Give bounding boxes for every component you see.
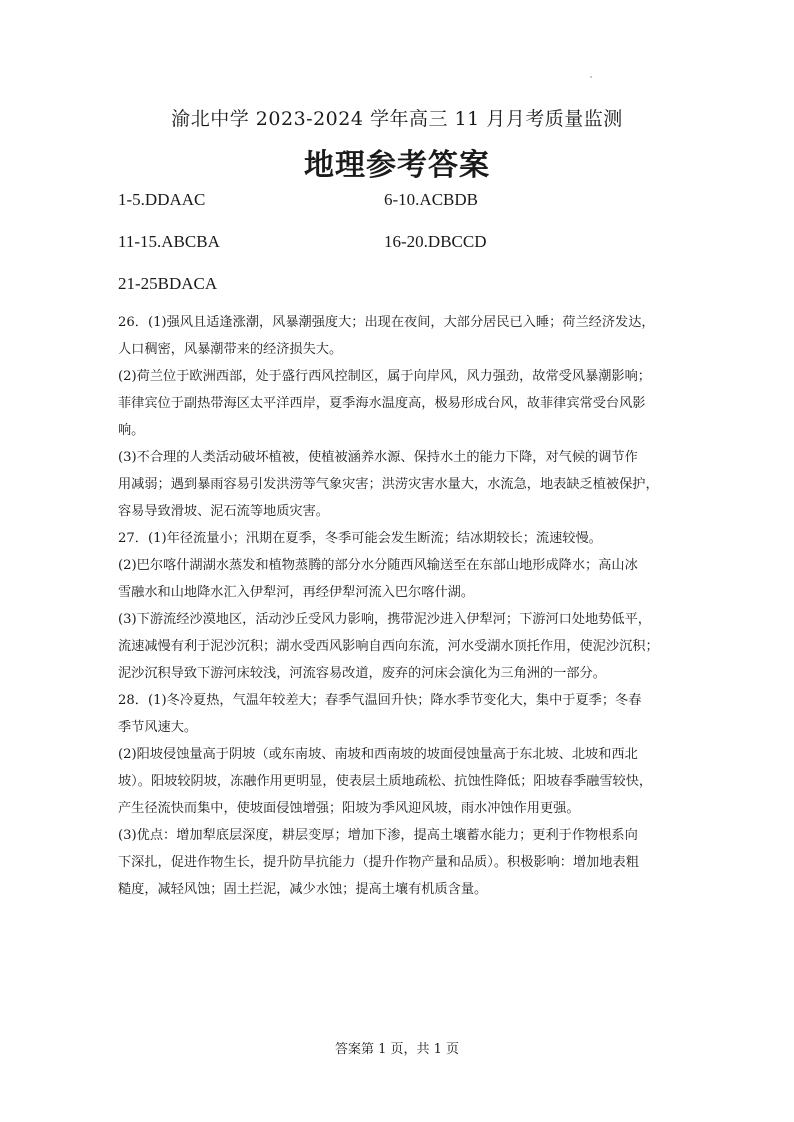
page-title: 地理参考答案 — [304, 148, 490, 183]
answer-line: 雪融水和山地降水汇入伊犁河，再经伊犁河流入巴尔喀什湖。 — [118, 585, 475, 600]
answer-line: 响。 — [118, 423, 145, 438]
answer-line: 27．(1)年径流量小；汛期在夏季，冬季可能会发生断流；结冰期较长；流速较慢。 — [118, 531, 602, 546]
answer-line: 产生径流快而集中，使坡面侵蚀增强；阳坡为季风迎风坡，雨水冲蚀作用更强。 — [118, 801, 580, 816]
mc-answer-group: 21-25BDACA — [118, 274, 218, 293]
mc-answer-row — [118, 274, 678, 296]
answer-line: (3)不合理的人类活动破坏植被，使植被涵养水源、保持水土的能力下降，对气候的调节作 — [118, 450, 638, 465]
mc-answer-group: 1-5.DDAAC — [118, 190, 206, 209]
answer-line: (2)巴尔喀什湖湖水蒸发和植物蒸腾的部分水分随西风输送至在东部山地形成降水；高山冰 — [118, 558, 638, 573]
mc-answer-group: 16-20.DBCCD — [384, 232, 487, 251]
page-footer: 答案第 1 页，共 1 页 — [334, 1042, 460, 1057]
answer-line: 糙度，减轻风蚀；固土拦泥，减少水蚀；提高土壤有机质含量。 — [118, 882, 488, 897]
scan-mark — [590, 76, 592, 78]
free-response-answers — [118, 309, 686, 903]
answer-line: (3)下游流经沙漠地区，活动沙丘受风力影响，携带泥沙进入伊犁河；下游河口处地势低平， — [118, 612, 651, 627]
answer-line: 26．(1)强风且适逢涨潮，风暴潮强度大；出现在夜间，大部分居民已入睡；荷兰经济发达， — [118, 315, 655, 330]
answer-line: 28．(1)冬冷夏热，气温年较差大；春季气温回升快；降水季节变化大，集中于夏季；冬春 — [118, 693, 642, 708]
answer-line: (3)优点：增加犁底层深度，耕层变厚；增加下渗，提高土壤蓄水能力；更利于作物根系向 — [118, 828, 638, 843]
answer-line: 泥沙沉积导致下游河床较浅，河流容易改道，废弃的河床会演化为三角洲的一部分。 — [118, 666, 606, 681]
answer-line: (2)荷兰位于欧洲西部，处于盛行西风控制区，属于向岸风，风力强劲，故常受风暴潮影响； — [118, 369, 651, 384]
mc-answer-row — [118, 232, 678, 254]
answer-line: 人口稠密，风暴潮带来的经济损失大。 — [118, 342, 343, 357]
answer-line: 下深扎，促进作物生长，提升防旱抗能力（提升作物产量和品质）。积极影响：增加地表粗 — [118, 855, 639, 870]
exam-subtitle: 渝北中学 2023-2024 学年高三 11 月月考质量监测 — [171, 108, 623, 130]
answer-line: 菲律宾位于副热带海区太平洋西岸，夏季海水温度高，极易形成台风，故菲律宾常受台风影 — [118, 396, 646, 411]
answer-line: (2)阳坡侵蚀量高于阴坡（或东南坡、南坡和西南坡的坡面侵蚀量高于东北坡、北坡和西北 — [118, 747, 638, 762]
answer-line: 季节风速大。 — [118, 720, 198, 735]
mc-answer-group: 11-15.ABCBA — [118, 232, 220, 251]
mc-answer-row — [118, 190, 678, 212]
answer-line: 坡）。阳坡较阴坡，冻融作用更明显，使表层土质地疏松、抗蚀性降低；阳坡春季融雪较快， — [118, 774, 653, 789]
answer-line: 用减弱；遇到暴雨容易引发洪涝等气象灾害；洪涝灾害水量大，水流急，地表缺乏植被保护， — [118, 477, 659, 492]
answer-line: 流速减慢有利于泥沙沉积；湖水受西风影响自西向东流，河水受湖水顶托作用，使泥沙沉积； — [118, 639, 659, 654]
answer-line: 容易导致滑坡、泥石流等地质灾害。 — [118, 504, 329, 519]
mc-answer-group: 6-10.ACBDB — [384, 190, 478, 209]
